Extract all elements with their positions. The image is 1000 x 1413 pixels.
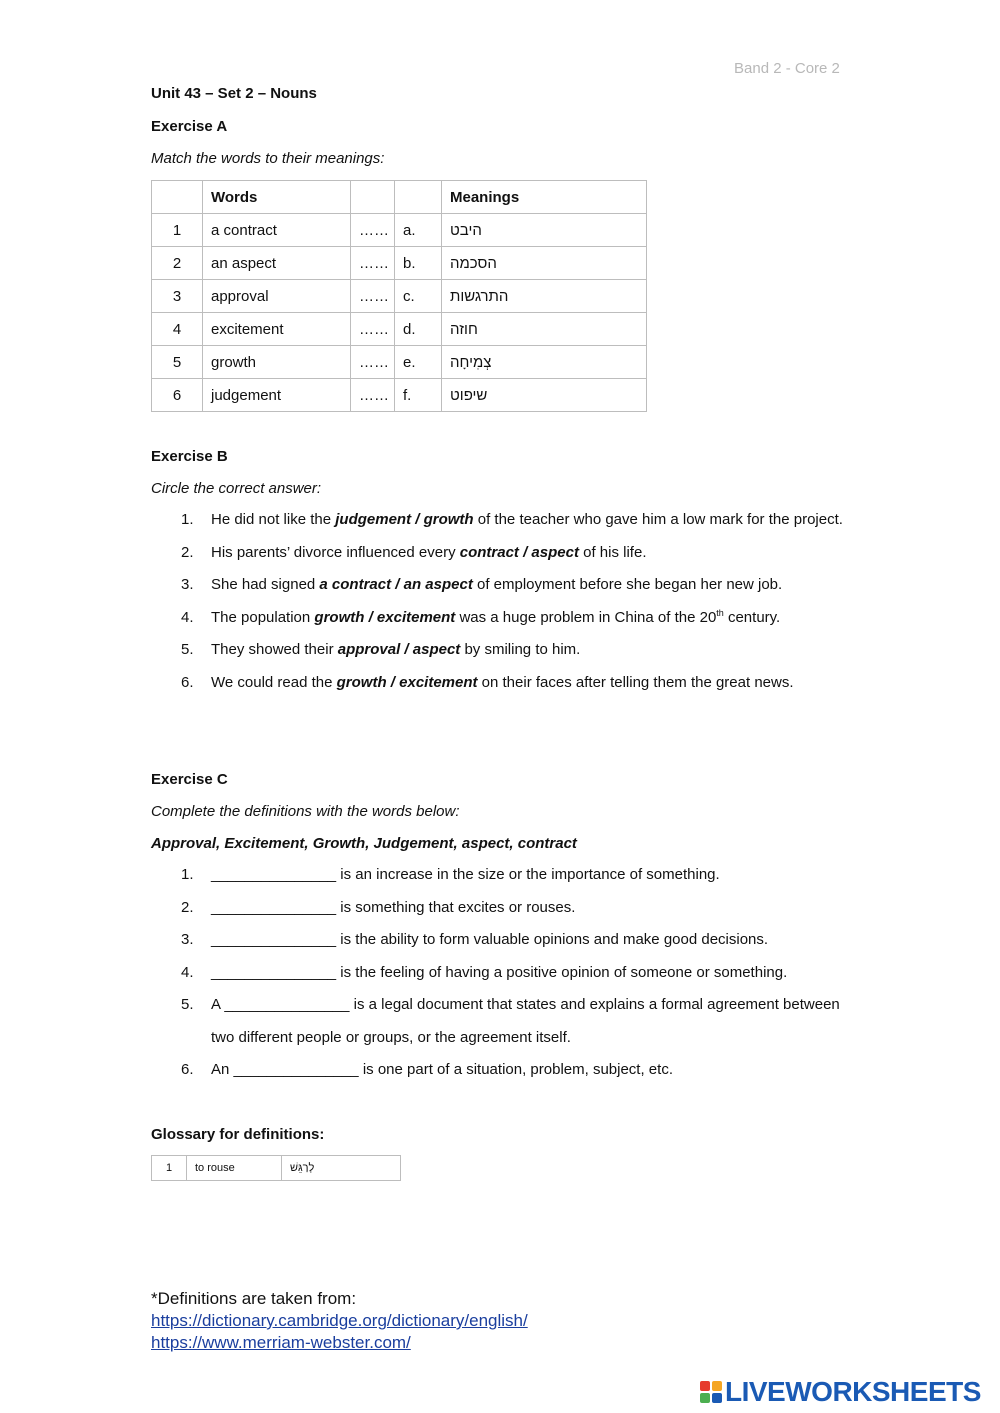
header-num-cell xyxy=(152,181,203,214)
row-letter: f. xyxy=(395,379,442,412)
list-item xyxy=(181,537,861,570)
logo-tiles-icon xyxy=(700,1381,722,1403)
header-words-cell: Words xyxy=(203,181,351,214)
item-number: 1. xyxy=(181,511,194,528)
row-word: approval xyxy=(203,280,351,313)
row-word: an aspect xyxy=(203,247,351,280)
row-num: 4 xyxy=(152,313,203,346)
item-number: 5. xyxy=(181,641,194,658)
answer-blank[interactable]: …… xyxy=(351,346,395,379)
item-number: 3. xyxy=(181,931,194,948)
answer-blank[interactable]: …… xyxy=(351,280,395,313)
band-label: Band 2 - Core 2 xyxy=(734,60,840,77)
superscript-th: th xyxy=(716,607,724,618)
word-bank: Approval, Excitement, Growth, Judgement, aspect, contract xyxy=(151,835,577,852)
item-text-post: of employment before she began her new job. xyxy=(472,576,783,593)
list-item xyxy=(181,602,861,635)
table-header-row xyxy=(152,181,647,214)
glossary-meaning: לְרַגֵּשׁ xyxy=(290,1162,315,1174)
row-num: 2 xyxy=(152,247,203,280)
glossary-heading: Glossary for definitions: xyxy=(151,1126,325,1143)
list-item[interactable] xyxy=(181,859,861,892)
item-number: 6. xyxy=(181,1061,194,1078)
item-number: 2. xyxy=(181,898,194,916)
item-text-pre: His parents’ divorce influenced every xyxy=(211,543,460,561)
answer-blank[interactable]: …… xyxy=(351,379,395,412)
item-number: 2. xyxy=(181,543,194,561)
meaning-cell xyxy=(442,346,647,379)
table-row xyxy=(152,247,647,280)
list-item[interactable] xyxy=(181,957,861,990)
definition-text: _______________ is the feeling of having a positive opinion of someone or something. xyxy=(211,963,788,981)
item-text-post: on their faces after telling them the great news. xyxy=(477,673,794,691)
exercise-c-instruction: Complete the definitions with the words below: xyxy=(151,803,460,820)
logo-tile xyxy=(712,1381,722,1391)
definition-text: _______________ is an increase in the size or the importance of something. xyxy=(211,866,720,883)
item-text-pre: She had signed xyxy=(211,576,320,593)
row-word: judgement xyxy=(203,379,351,412)
list-item xyxy=(181,504,861,537)
glossary-term: to rouse xyxy=(187,1156,282,1181)
table-row xyxy=(152,214,647,247)
row-meaning: התרגשות xyxy=(450,287,509,305)
item-text-post: of his life. xyxy=(578,543,647,561)
logo-tile xyxy=(700,1393,710,1403)
header-meanings-cell: Meanings xyxy=(442,181,647,214)
logo-text: LIVEWORKSHEETS xyxy=(725,1376,981,1407)
exercise-c-heading: Exercise C xyxy=(151,771,228,788)
row-num: 3 xyxy=(152,280,203,313)
answer-choice[interactable]: growth / excitement xyxy=(314,608,456,626)
row-word: excitement xyxy=(203,313,351,346)
liveworksheets-logo[interactable] xyxy=(700,1376,981,1408)
row-letter: d. xyxy=(395,313,442,346)
table-row xyxy=(152,379,647,412)
row-letter: e. xyxy=(395,346,442,379)
meaning-cell xyxy=(442,313,647,346)
row-num: 6 xyxy=(152,379,203,412)
exercise-c-list xyxy=(181,859,861,1087)
glossary-table xyxy=(151,1155,401,1181)
exercise-a-heading: Exercise A xyxy=(151,118,228,135)
table-row xyxy=(152,346,647,379)
row-num: 5 xyxy=(152,346,203,379)
answer-choice[interactable]: judgement / growth xyxy=(335,511,474,528)
answer-choice[interactable]: approval / aspect xyxy=(337,641,461,658)
meaning-cell xyxy=(442,280,647,313)
item-number: 4. xyxy=(181,608,194,626)
row-letter: a. xyxy=(395,214,442,247)
meaning-cell xyxy=(442,379,647,412)
list-item xyxy=(181,667,861,700)
row-letter: c. xyxy=(395,280,442,313)
item-text-post: was a huge problem in China of the 20 xyxy=(455,608,717,626)
row-meaning: חוזה xyxy=(450,320,478,338)
item-number: 5. xyxy=(181,996,194,1013)
glossary-num: 1 xyxy=(152,1156,187,1181)
item-text-pre: They showed their xyxy=(211,641,338,658)
row-meaning: הסכמה xyxy=(450,254,497,272)
list-item[interactable] xyxy=(181,892,861,925)
row-meaning: היבט xyxy=(450,221,482,239)
exercise-b-heading: Exercise B xyxy=(151,448,228,465)
definition-text: _______________ is something that excites or rouses. xyxy=(211,898,576,916)
meaning-cell xyxy=(442,247,647,280)
table-row xyxy=(152,313,647,346)
definition-text: An _______________ is one part of a situation, problem, subject, etc. xyxy=(211,1061,673,1078)
row-word: a contract xyxy=(203,214,351,247)
definition-text: _______________ is the ability to form valuable opinions and make good decisions. xyxy=(211,931,769,948)
row-letter: b. xyxy=(395,247,442,280)
row-meaning: שיפוט xyxy=(450,386,488,404)
item-number: 1. xyxy=(181,866,194,883)
cambridge-link[interactable]: https://dictionary.cambridge.org/dictionary/english/ xyxy=(151,1311,528,1330)
header-blank-cell xyxy=(351,181,395,214)
definition-text: A _______________ is a legal document that states and explains a formal agreement between two different people or groups, or the agreement itself. xyxy=(211,996,840,1046)
meaning-cell xyxy=(442,214,647,247)
exercise-a-instruction: Match the words to their meanings: xyxy=(151,150,385,167)
item-number: 6. xyxy=(181,673,194,691)
matching-table xyxy=(151,180,647,412)
item-text-pre: We could read the xyxy=(211,673,337,691)
item-text-pre: He did not like the xyxy=(211,511,336,528)
answer-choice[interactable]: growth / excitement xyxy=(336,673,478,691)
item-number: 3. xyxy=(181,576,194,593)
row-word: growth xyxy=(203,346,351,379)
logo-tile xyxy=(712,1393,722,1403)
logo-tile xyxy=(700,1381,710,1391)
list-item xyxy=(181,634,861,667)
page-title: Unit 43 – Set 2 – Nouns xyxy=(151,85,317,102)
exercise-b-list xyxy=(181,504,861,699)
sources-label: *Definitions are taken from: xyxy=(151,1289,357,1308)
answer-choice[interactable]: a contract / an aspect xyxy=(319,576,473,593)
answer-blank[interactable]: …… xyxy=(351,313,395,346)
item-text-post2: century. xyxy=(723,608,781,626)
item-text-pre: The population xyxy=(211,608,315,626)
item-text-post: by smiling to him. xyxy=(460,641,581,658)
row-num: 1 xyxy=(152,214,203,247)
table-row xyxy=(152,1156,401,1181)
answer-blank[interactable]: …… xyxy=(351,247,395,280)
list-item[interactable] xyxy=(181,1054,861,1087)
merriam-webster-link[interactable]: https://www.merriam-webster.com/ xyxy=(151,1333,411,1352)
header-letter-cell xyxy=(395,181,442,214)
list-item[interactable] xyxy=(181,924,861,957)
answer-blank[interactable]: …… xyxy=(351,214,395,247)
item-text-post: of the teacher who gave him a low mark for the project. xyxy=(473,511,843,528)
row-meaning: צְמִיחָה xyxy=(450,353,492,371)
exercise-b-instruction: Circle the correct answer: xyxy=(151,480,322,497)
answer-choice[interactable]: contract / aspect xyxy=(459,543,579,561)
list-item[interactable] xyxy=(181,989,861,1054)
table-row xyxy=(152,280,647,313)
item-number: 4. xyxy=(181,963,194,981)
list-item xyxy=(181,569,861,602)
glossary-meaning-cell xyxy=(282,1156,401,1181)
